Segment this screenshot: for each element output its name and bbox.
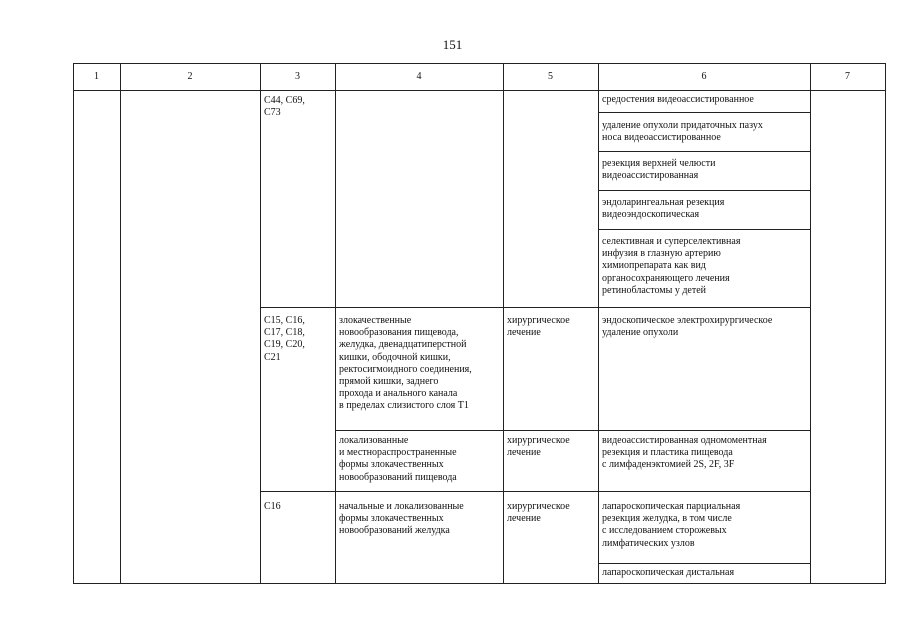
cell-divider [598,151,811,152]
table-top-border [73,63,886,64]
treatment-method-cell: селективная и суперселективная инфузия в глазную артерию химиопрепарата как вид органосохраняющего лечения ретинобластомы у детей [602,236,741,296]
cell-divider [598,190,811,191]
treatment-method-cell: эндоларингеальная резекция видеоэндоскопическая [602,197,725,221]
column-header: 5 [548,71,553,82]
diagnosis-cell: начальные и локализованные формы злокачественных новообразований желудка [339,501,464,537]
column-header: 3 [295,71,300,82]
treatment-method-cell: удаление опухоли придаточных пазух носа видеоассистированное [602,120,763,144]
column-divider [335,63,336,584]
icd-codes-cell: C44, C69, C73 [264,95,305,119]
treatment-method-cell: лапароскопическая парциальная резекция желудка, в том числе с исследованием сторожевых лимфатических узлов [602,501,741,549]
medical-care-table [73,63,886,584]
column-divider [503,63,504,584]
header-row-divider [73,90,886,91]
cell-divider [598,229,811,230]
column-header: 1 [94,71,99,82]
treatment-method-cell: резекция верхней челюсти видеоассистированная [602,158,716,182]
column-header: 4 [416,71,422,82]
cell-divider [598,563,811,564]
cell-divider [598,112,811,113]
column-divider [810,63,811,584]
treatment-method-cell: видеоассистированная одномоментная резекция и пластика пищевода с лимфаденэктомией 2S, 2F, 3F [602,435,767,471]
table-right-border [885,63,886,584]
treatment-method-cell: лапароскопическая дистальная [602,567,735,578]
column-divider [260,63,261,584]
row-divider [260,307,811,308]
icd-codes-cell: C16 [264,501,281,512]
treatment-type-cell: хирургическое лечение [507,315,570,339]
page-number: 151 [442,37,463,52]
column-header: 6 [701,71,707,82]
column-divider [598,63,599,584]
treatment-type-cell: хирургическое лечение [507,501,570,525]
diagnosis-cell: злокачественные новообразования пищевода, желудка, двенадцатиперстной кишки, ободочной кишки, ректосигмоидного соединения, прямой кишки, заднего прохода и анального канала в пределах слизистого слоя T1 [339,315,472,412]
table-left-border [73,63,74,584]
table-bottom-border [73,583,886,584]
treatment-type-cell: хирургическое лечение [507,435,570,459]
column-header: 7 [845,71,850,82]
column-divider [120,63,121,584]
treatment-method-cell: средостения видеоассистированное [602,94,754,105]
icd-codes-cell: C15, C16, C17, C18, C19, C20, C21 [264,315,305,363]
row-divider [335,430,811,431]
column-header: 2 [187,71,193,82]
row-divider [260,491,811,492]
diagnosis-cell: локализованные и местнораспространенные формы злокачественных новообразований пищевода [339,435,457,483]
treatment-method-cell: эндоскопическое электрохирургическое удаление опухоли [602,315,773,339]
